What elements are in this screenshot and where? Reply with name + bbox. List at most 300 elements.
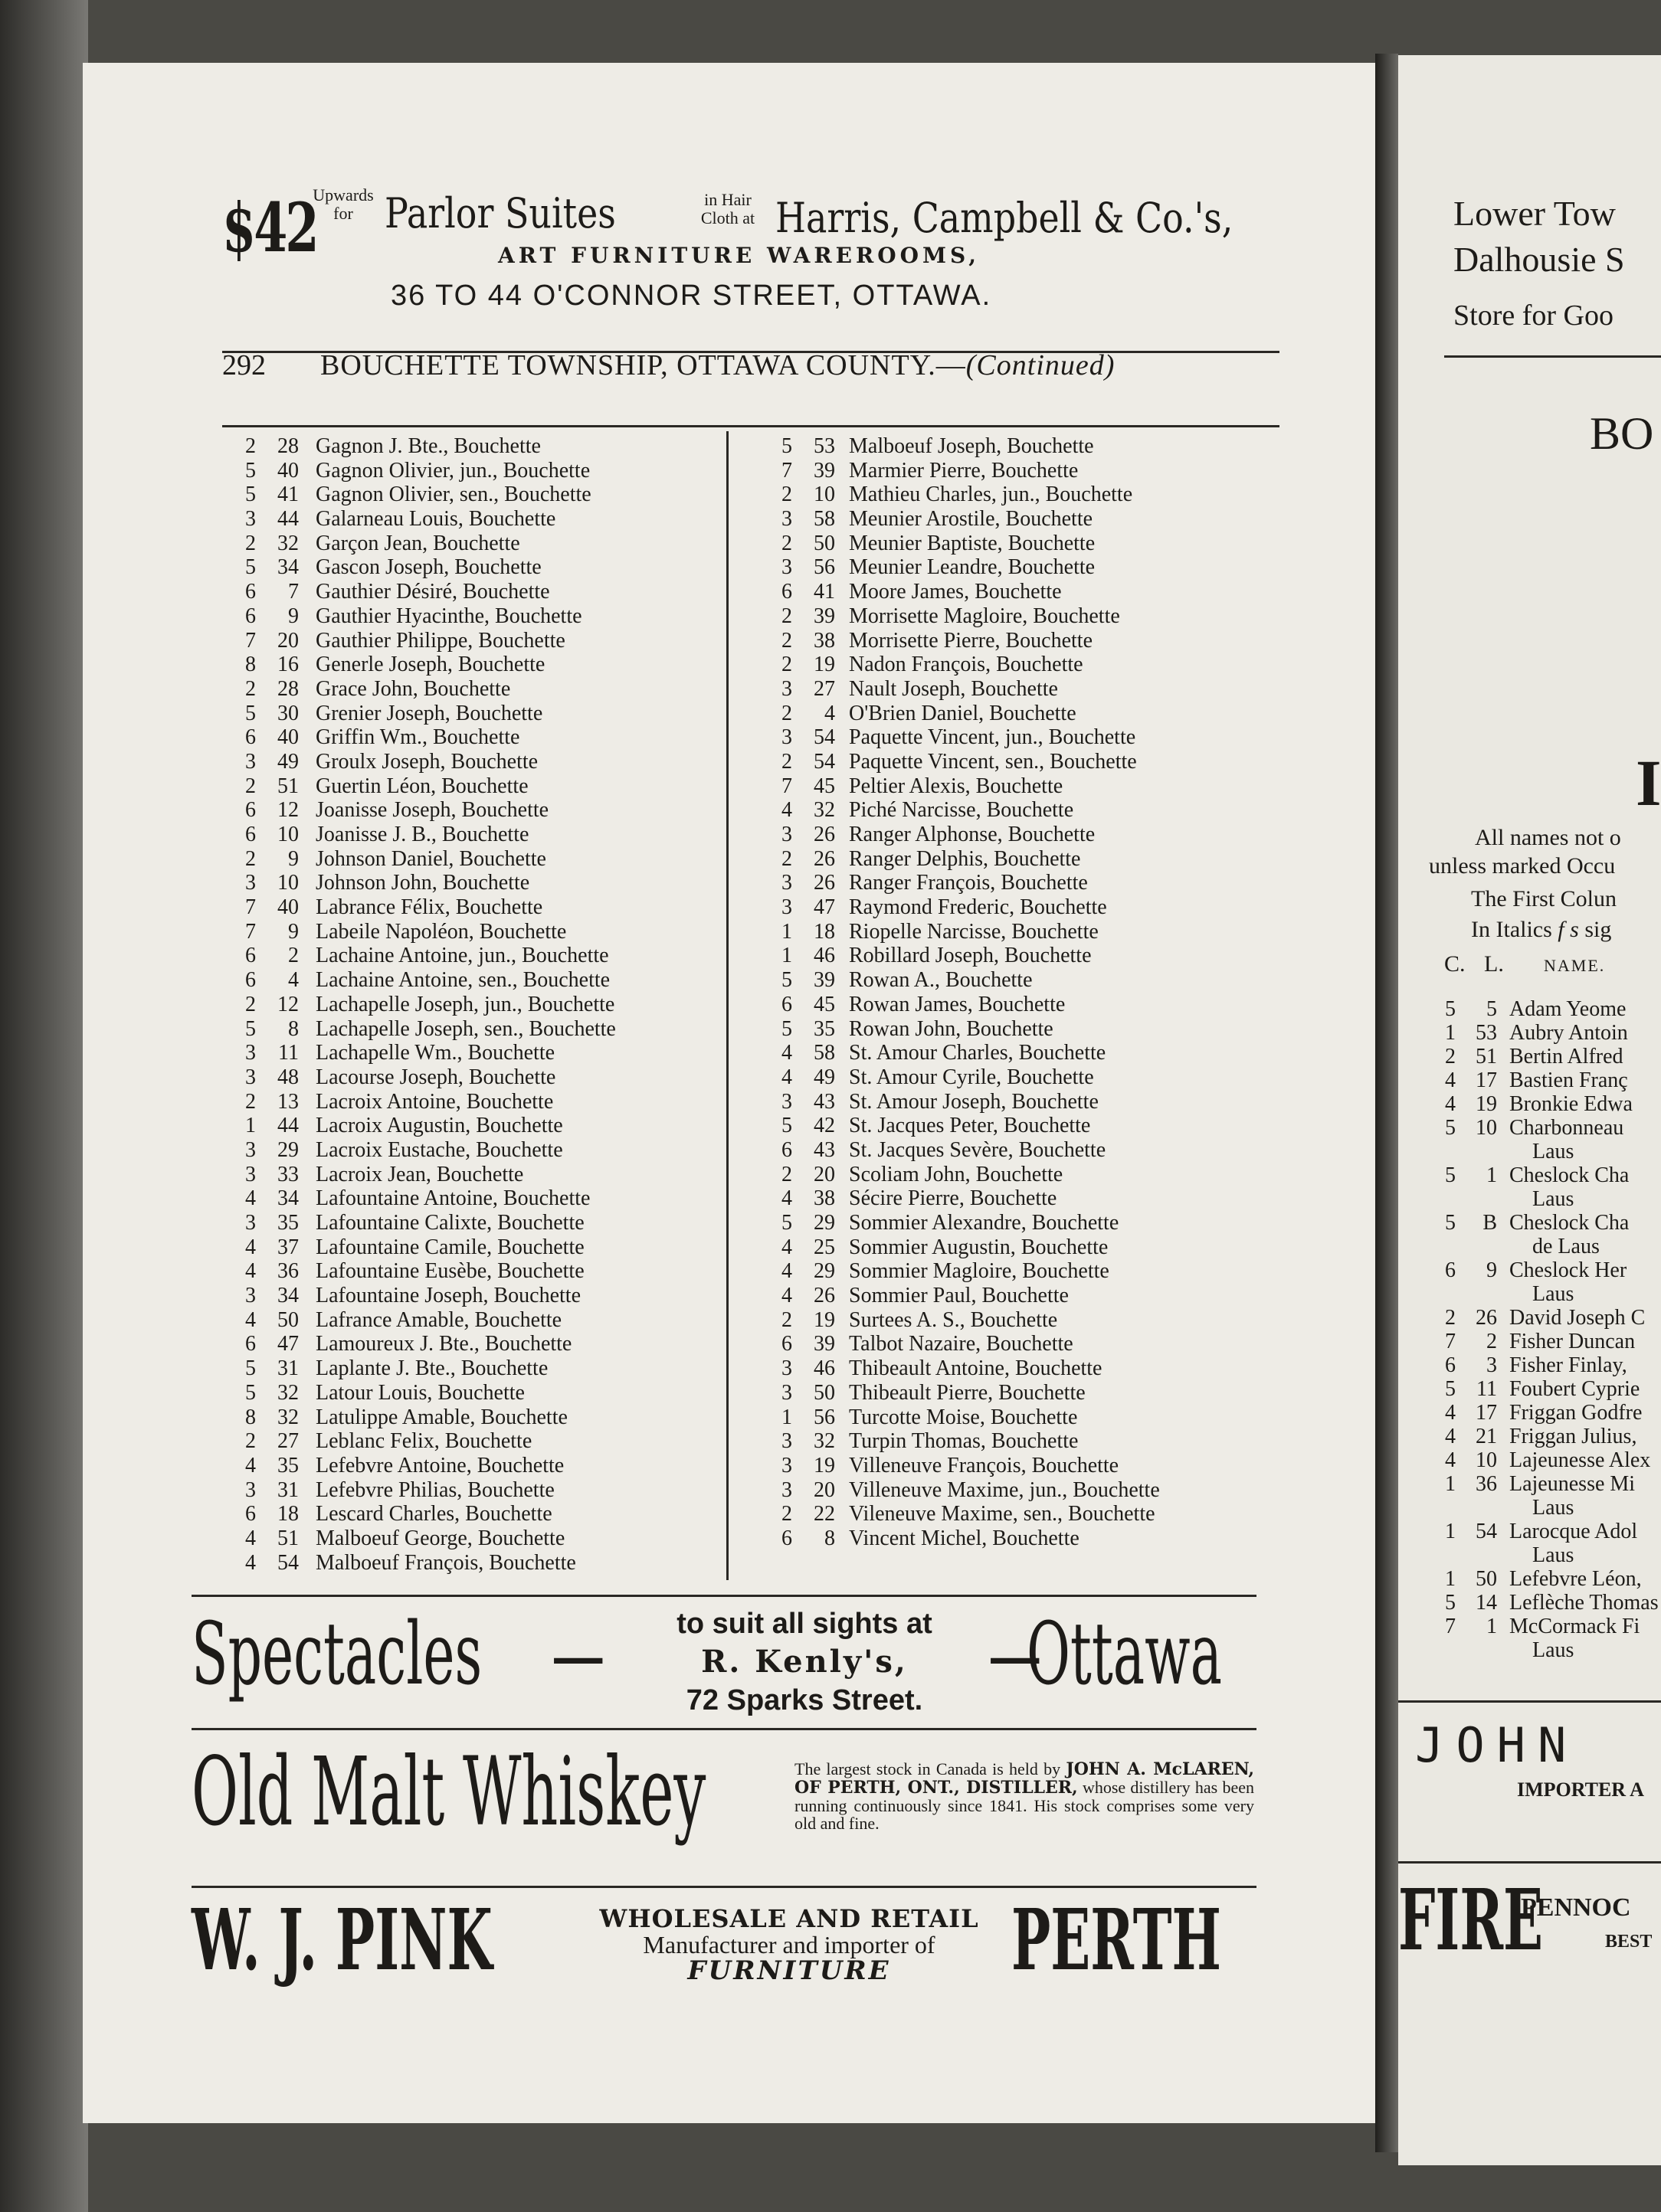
directory-entry — [766, 1259, 1272, 1284]
entry-lot: 18 — [814, 919, 835, 944]
entry-concession: 3 — [781, 555, 792, 580]
entry-concession: 4 — [245, 1259, 256, 1284]
entry-name: Talbot Nazaire, Bouchette — [849, 1332, 1073, 1356]
entry-name: Ranger François, Bouchette — [849, 871, 1088, 895]
entry-lot: 8 — [288, 1016, 299, 1041]
right-note-1: All names not o — [1475, 825, 1621, 850]
entry-concession: 3 — [781, 507, 792, 532]
entry-name: Lacroix Eustache, Bouchette — [316, 1137, 563, 1162]
entry-concession: 2 — [781, 749, 792, 774]
pink-perth: PERTH — [1011, 1890, 1221, 1989]
entry-lot: 44 — [277, 507, 299, 532]
entry-concession: 6 — [245, 823, 256, 846]
entry-concession: 7 — [245, 895, 256, 920]
entry-lot: 35 — [814, 1016, 835, 1041]
entry-concession: 3 — [781, 1453, 792, 1477]
right-entry-concession: 4 — [1445, 1092, 1456, 1116]
entry-concession: 3 — [781, 1477, 792, 1502]
right-entry-concession: 2 — [1445, 1306, 1456, 1330]
entry-concession: 3 — [245, 507, 256, 532]
entry-lot: 40 — [277, 458, 299, 483]
spectacles-ottawa: Ottawa — [1027, 1605, 1222, 1704]
entry-lot: 56 — [814, 555, 835, 580]
entry-lot: 38 — [814, 1186, 835, 1211]
header-rule-bottom — [222, 425, 1279, 427]
directory-entry — [766, 750, 1272, 774]
right-entry — [1433, 1496, 1661, 1520]
entry-lot: 33 — [277, 1162, 299, 1186]
right-entry-name: Lajeunesse Alex — [1509, 1448, 1651, 1472]
whiskey-headline: Old Malt Whiskey — [192, 1737, 706, 1847]
entry-name: Lafountaine Calixte, Bouchette — [316, 1211, 585, 1235]
entry-name: Lefebvre Philias, Bouchette — [316, 1477, 555, 1502]
right-entry-name: David Joseph C — [1509, 1306, 1646, 1330]
right-entry — [1433, 1021, 1661, 1045]
directory-entry — [230, 1478, 705, 1503]
right-entry-name: Cheslock Cha — [1509, 1163, 1630, 1187]
directory-entry — [230, 483, 705, 507]
directory-entry — [230, 507, 705, 532]
right-entry — [1433, 1615, 1661, 1638]
right-entry-lot: 9 — [1486, 1258, 1497, 1282]
directory-entry — [230, 1186, 705, 1211]
entry-concession: 2 — [245, 1089, 256, 1114]
right-entry-concession: 1 — [1445, 1567, 1456, 1591]
right-entry-name: Cheslock Cha — [1509, 1211, 1630, 1235]
entry-name: Sommier Paul, Bouchette — [849, 1284, 1069, 1308]
entry-concession: 5 — [245, 1380, 256, 1405]
entry-name: Johnson John, Bouchette — [316, 871, 530, 895]
directory-entry — [230, 1332, 705, 1356]
right-note-4c: sig — [1578, 917, 1612, 942]
ad-rule-2 — [192, 1728, 1256, 1730]
right-entry-concession: 6 — [1445, 1353, 1456, 1377]
entry-concession: 2 — [781, 653, 792, 677]
entry-name: Morrisette Magloire, Bouchette — [849, 604, 1120, 628]
directory-entry — [766, 532, 1272, 556]
right-entry-lot: 5 — [1486, 997, 1497, 1021]
right-head-3: Store for Goo — [1453, 299, 1613, 332]
entry-lot: 16 — [277, 653, 299, 677]
entry-concession: 8 — [245, 1405, 256, 1429]
entry-concession: 5 — [781, 1114, 792, 1138]
directory-entry — [230, 1235, 705, 1260]
directory-entry — [230, 1526, 705, 1551]
directory-entry — [230, 677, 705, 702]
entry-concession: 4 — [245, 1235, 256, 1259]
entry-name: Meunier Leandre, Bouchette — [849, 555, 1096, 580]
entry-name: St. Jacques Sevère, Bouchette — [849, 1137, 1106, 1162]
entry-name: Sommier Augustin, Bouchette — [849, 1235, 1109, 1259]
page-gutter — [1375, 54, 1398, 2152]
ad-in-hair: in Hair — [704, 190, 752, 209]
entry-concession: 1 — [781, 919, 792, 944]
entry-lot: 10 — [277, 823, 299, 846]
directory-entry — [766, 1356, 1272, 1381]
entry-lot: 19 — [814, 1453, 835, 1477]
entry-lot: 19 — [814, 1307, 835, 1332]
right-entry-concession: 2 — [1445, 1045, 1456, 1068]
directory-entry — [230, 725, 705, 750]
entry-lot: 58 — [814, 1041, 835, 1065]
right-entry-concession: 7 — [1445, 1615, 1456, 1638]
entry-concession: 4 — [781, 1041, 792, 1065]
directory-entry — [766, 1308, 1272, 1333]
entry-name: Latulippe Amable, Bouchette — [316, 1405, 568, 1429]
directory-entry — [766, 1284, 1272, 1308]
entry-concession: 2 — [781, 846, 792, 871]
entry-name: Malboeuf Joseph, Bouchette — [849, 434, 1094, 458]
right-entry-lot: 17 — [1476, 1401, 1497, 1425]
right-entry — [1433, 1068, 1661, 1092]
entry-name: Thibeault Antoine, Bouchette — [849, 1356, 1102, 1381]
right-entry-lot: 17 — [1476, 1068, 1497, 1092]
entry-name: Villeneuve Maxime, jun., Bouchette — [849, 1477, 1160, 1502]
entry-lot: 2 — [288, 944, 299, 968]
entry-concession: 4 — [781, 1186, 792, 1211]
entry-name: Lafountaine Eusèbe, Bouchette — [316, 1259, 585, 1284]
right-rule-2 — [1398, 1700, 1661, 1703]
entry-name: Lacourse Joseph, Bouchette — [316, 1065, 556, 1089]
right-entry-name: Laus — [1532, 1140, 1574, 1163]
directory-entry — [230, 1065, 705, 1090]
directory-entry — [230, 532, 705, 556]
entry-lot: 39 — [814, 968, 835, 993]
entry-lot: 13 — [277, 1089, 299, 1114]
entry-name: Grenier Joseph, Bouchette — [316, 701, 543, 725]
right-entry-lot: 11 — [1476, 1377, 1497, 1401]
right-importer: IMPORTER A — [1517, 1778, 1644, 1801]
entry-concession: 2 — [781, 604, 792, 628]
entry-lot: 26 — [814, 1284, 835, 1308]
right-entry-name: Foubert Cyprie — [1509, 1377, 1640, 1401]
entry-lot: 32 — [814, 1429, 835, 1454]
entry-lot: 12 — [277, 992, 299, 1016]
entry-lot: 26 — [814, 823, 835, 846]
directory-entry — [766, 1235, 1272, 1260]
right-page — [1398, 55, 1661, 2165]
entry-name: Vincent Michel, Bouchette — [849, 1526, 1079, 1550]
entry-name: Peltier Alexis, Bouchette — [849, 774, 1063, 798]
entry-name: Turpin Thomas, Bouchette — [849, 1429, 1079, 1454]
entry-lot: 50 — [814, 1380, 835, 1405]
entry-concession: 4 — [245, 1526, 256, 1550]
right-entry-name: Lefebvre Léon, — [1509, 1567, 1642, 1591]
directory-entry — [766, 580, 1272, 604]
right-entry — [1433, 1306, 1661, 1330]
entry-lot: 38 — [814, 628, 835, 653]
entry-lot: 36 — [277, 1259, 299, 1284]
right-note-2: unless marked Occu — [1429, 853, 1616, 879]
entry-concession: 2 — [781, 531, 792, 555]
entry-concession: 3 — [781, 1429, 792, 1454]
ad-address: 36 TO 44 O'CONNOR STREET, OTTAWA. — [391, 280, 992, 312]
entry-concession: 3 — [781, 725, 792, 750]
directory-entry — [766, 1211, 1272, 1235]
entry-concession: 2 — [245, 1429, 256, 1454]
right-entry — [1433, 1425, 1661, 1448]
entry-name: Lafountaine Antoine, Bouchette — [316, 1186, 591, 1211]
right-head-2: Dalhousie S — [1453, 240, 1625, 279]
section-continued: (Continued) — [965, 349, 1116, 381]
directory-entry — [230, 459, 705, 483]
ad-rule-3 — [192, 1886, 1256, 1888]
entry-concession: 3 — [781, 1356, 792, 1381]
entry-lot: 20 — [814, 1477, 835, 1502]
entry-concession: 3 — [245, 871, 256, 895]
entry-concession: 5 — [781, 434, 792, 458]
ad-in-hair-cloth — [690, 191, 766, 227]
directory-entry — [766, 1114, 1272, 1138]
right-entry — [1433, 1282, 1661, 1306]
pink-furniture: FURNITURE — [687, 1955, 891, 1986]
right-entry-lot: 50 — [1476, 1567, 1497, 1591]
entry-lot: 39 — [814, 1332, 835, 1356]
entry-concession: 6 — [245, 968, 256, 993]
whiskey-ad — [192, 1737, 1256, 1875]
directory-entry — [230, 434, 705, 459]
ad-for: for — [333, 204, 353, 223]
spectacles-line1: to suit all sights at — [677, 1608, 932, 1640]
entry-lot: 11 — [278, 1041, 299, 1065]
entry-concession: 3 — [781, 871, 792, 895]
entry-concession: 4 — [781, 798, 792, 823]
entry-concession: 1 — [781, 1405, 792, 1429]
entry-name: Lescard Charles, Bouchette — [316, 1502, 552, 1526]
entry-lot: 34 — [277, 1186, 299, 1211]
entry-lot: 32 — [277, 1380, 299, 1405]
entry-lot: 7 — [288, 580, 299, 604]
entry-concession: 1 — [781, 944, 792, 968]
right-entry — [1433, 1401, 1661, 1425]
entry-concession: 4 — [781, 1235, 792, 1259]
directory-entry — [230, 604, 705, 629]
directory-entry — [766, 1138, 1272, 1163]
entry-lot: 46 — [814, 1356, 835, 1381]
right-entry-lot: 1 — [1486, 1615, 1497, 1638]
entry-lot: 28 — [277, 676, 299, 701]
entry-lot: 47 — [814, 895, 835, 920]
entry-lot: 45 — [814, 992, 835, 1016]
directory-entry — [230, 1114, 705, 1138]
entry-concession: 3 — [245, 749, 256, 774]
right-entry — [1433, 1235, 1661, 1258]
entry-name: Gagnon Olivier, sen., Bouchette — [316, 483, 591, 507]
entry-name: Villeneuve François, Bouchette — [849, 1453, 1119, 1477]
directory-entry — [766, 1381, 1272, 1405]
entry-concession: 3 — [781, 823, 792, 846]
directory-entry — [230, 1454, 705, 1478]
directory-entry — [766, 1478, 1272, 1503]
entry-concession: 2 — [245, 992, 256, 1016]
entry-name: Sommier Magloire, Bouchette — [849, 1259, 1109, 1284]
entry-lot: 50 — [814, 531, 835, 555]
directory-entry — [230, 1017, 705, 1042]
right-entry-concession: 5 — [1445, 1163, 1456, 1187]
section-title — [320, 348, 1115, 382]
directory-entry — [766, 1041, 1272, 1065]
entry-concession: 6 — [245, 1502, 256, 1526]
section-title-text: BOUCHETTE TOWNSHIP, OTTAWA COUNTY.— — [320, 349, 966, 381]
directory-entry — [230, 823, 705, 847]
directory-entry — [230, 1502, 705, 1526]
entry-lot: 49 — [277, 749, 299, 774]
directory-entry — [766, 920, 1272, 944]
entry-name: Leblanc Felix, Bouchette — [316, 1429, 532, 1454]
entry-lot: 10 — [814, 483, 835, 507]
entry-concession: 2 — [781, 701, 792, 725]
entry-lot: 41 — [277, 483, 299, 507]
right-entry-lot: 10 — [1476, 1448, 1497, 1472]
spectacles-middle — [598, 1605, 1011, 1720]
entry-name: Lachapelle Joseph, sen., Bouchette — [316, 1016, 616, 1041]
right-entry — [1433, 1472, 1661, 1496]
pink-name: W. J. PINK — [192, 1890, 493, 1989]
right-entry-name: Laus — [1532, 1543, 1574, 1567]
right-entry-concession: 1 — [1445, 1021, 1456, 1045]
entry-name: Rowan James, Bouchette — [849, 992, 1066, 1016]
entry-name: Thibeault Pierre, Bouchette — [849, 1380, 1086, 1405]
entry-name: Lefebvre Antoine, Bouchette — [316, 1453, 565, 1477]
entry-concession: 8 — [245, 653, 256, 677]
directory-column-right — [766, 434, 1272, 1551]
entry-name: Gauthier Hyacinthe, Bouchette — [316, 604, 582, 628]
entry-lot: 45 — [814, 774, 835, 798]
entry-concession: 6 — [245, 580, 256, 604]
entry-lot: 56 — [814, 1405, 835, 1429]
entry-name: Robillard Joseph, Bouchette — [849, 944, 1092, 968]
entry-lot: 10 — [277, 871, 299, 895]
right-entry-lot: 26 — [1476, 1306, 1497, 1330]
right-entry-name: Laus — [1532, 1282, 1574, 1306]
entry-lot: 51 — [277, 774, 299, 798]
entry-concession: 4 — [245, 1453, 256, 1477]
directory-entry — [766, 871, 1272, 895]
entry-lot: 26 — [814, 871, 835, 895]
directory-entry — [230, 1405, 705, 1430]
directory-entry — [230, 944, 705, 968]
ad-upwards: Upwards — [313, 185, 374, 205]
entry-concession: 6 — [781, 580, 792, 604]
directory-entry — [766, 1502, 1272, 1526]
directory-entry — [230, 920, 705, 944]
spectacles-kenly: R. Kenly's, — [701, 1644, 908, 1680]
entry-name: Malboeuf George, Bouchette — [316, 1526, 565, 1550]
right-entry — [1433, 1163, 1661, 1187]
entry-lot: 32 — [814, 798, 835, 823]
entry-concession: 6 — [245, 944, 256, 968]
entry-name: Lacroix Jean, Bouchette — [316, 1162, 524, 1186]
entry-concession: 5 — [781, 1211, 792, 1235]
right-entry — [1433, 1187, 1661, 1211]
entry-concession: 4 — [245, 1307, 256, 1332]
directory-entry — [766, 459, 1272, 483]
directory-entry — [230, 774, 705, 799]
right-entry — [1433, 1211, 1661, 1235]
entry-concession: 3 — [245, 1137, 256, 1162]
spectacles-dash-right: — — [988, 1605, 1042, 1704]
directory-entry — [766, 702, 1272, 726]
whiskey-text-a: The largest stock in Canada is held by — [794, 1759, 1066, 1778]
directory-column-left — [230, 434, 705, 1575]
entry-name: Griffin Wm., Bouchette — [316, 725, 520, 750]
directory-entry — [766, 1405, 1272, 1430]
entry-name: Joanisse J. B., Bouchette — [316, 823, 529, 846]
right-entry-concession: 4 — [1445, 1401, 1456, 1425]
directory-entry — [230, 847, 705, 872]
entry-lot: 37 — [277, 1235, 299, 1259]
directory-entry — [230, 1138, 705, 1163]
right-best: BEST — [1605, 1932, 1653, 1952]
right-note-3: The First Colun — [1471, 886, 1617, 911]
right-entry — [1433, 1140, 1661, 1163]
entry-concession: 6 — [781, 1526, 792, 1550]
entry-lot: 29 — [814, 1211, 835, 1235]
entry-name: Ranger Alphonse, Bouchette — [849, 823, 1096, 846]
entry-concession: 7 — [781, 774, 792, 798]
right-entry-lot: 51 — [1476, 1045, 1497, 1068]
harris-campbell-ad — [222, 180, 1310, 333]
right-entry-concession: 5 — [1445, 1591, 1456, 1615]
right-entry-lot: B — [1482, 1211, 1497, 1235]
entry-name: Johnson Daniel, Bouchette — [316, 846, 546, 871]
entry-name: Riopelle Narcisse, Bouchette — [849, 919, 1099, 944]
entry-concession: 5 — [245, 483, 256, 507]
entry-lot: 49 — [814, 1065, 835, 1089]
entry-name: Lafrance Amable, Bouchette — [316, 1307, 562, 1332]
entry-concession: 5 — [245, 1016, 256, 1041]
entry-lot: 51 — [277, 1526, 299, 1550]
right-entry-lot: 1 — [1486, 1163, 1497, 1187]
entry-concession: 3 — [781, 1380, 792, 1405]
entry-lot: 9 — [288, 919, 299, 944]
directory-entry — [230, 1429, 705, 1454]
entry-concession: 2 — [245, 531, 256, 555]
entry-name: St. Amour Cyrile, Bouchette — [849, 1065, 1094, 1089]
right-entry-name: Bastien Franç — [1509, 1068, 1628, 1092]
entry-name: Piché Narcisse, Bouchette — [849, 798, 1074, 823]
entry-name: Sommier Alexandre, Bouchette — [849, 1211, 1119, 1235]
right-entry-concession: 1 — [1445, 1472, 1456, 1496]
ad-rule-1 — [192, 1595, 1256, 1597]
right-entry — [1433, 1543, 1661, 1567]
entry-lot: 8 — [824, 1526, 835, 1550]
entry-name: Meunier Arostile, Bouchette — [849, 507, 1093, 532]
right-entry-name: Friggan Julius, — [1509, 1425, 1637, 1448]
right-entry-name: Cheslock Her — [1509, 1258, 1627, 1282]
spectacles-dash-left: — — [552, 1605, 605, 1704]
right-entry-name: Bertin Alfred — [1509, 1045, 1623, 1068]
entry-concession: 2 — [245, 434, 256, 458]
entry-name: Meunier Baptiste, Bouchette — [849, 531, 1096, 555]
right-entry-name: Bronkie Edwa — [1509, 1092, 1633, 1116]
entry-name: O'Brien Daniel, Bouchette — [849, 701, 1076, 725]
entry-name: Nault Joseph, Bouchette — [849, 676, 1058, 701]
entry-concession: 2 — [245, 846, 256, 871]
entry-concession: 6 — [245, 798, 256, 823]
entry-name: Surtees A. S., Bouchette — [849, 1307, 1058, 1332]
entry-concession: 2 — [245, 676, 256, 701]
ad-art-furniture: ART FURNITURE WAREROOMS, — [498, 243, 980, 268]
right-entry-lot: 36 — [1476, 1472, 1497, 1496]
right-col-name: NAME. — [1544, 956, 1606, 975]
directory-entry — [766, 555, 1272, 580]
entry-name: Lachapelle Joseph, jun., Bouchette — [316, 992, 615, 1016]
entry-name: Grace John, Bouchette — [316, 676, 511, 701]
directory-entry — [766, 968, 1272, 993]
entry-concession: 4 — [245, 1550, 256, 1575]
entry-name: Lafountaine Camile, Bouchette — [316, 1235, 585, 1259]
